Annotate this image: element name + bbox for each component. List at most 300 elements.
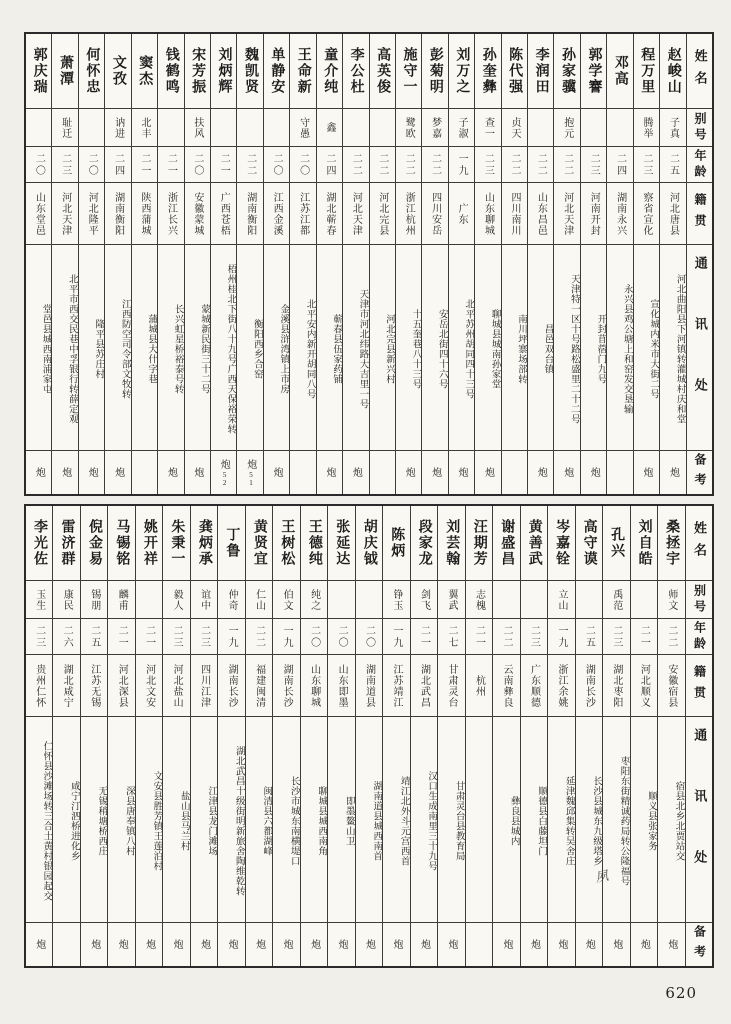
- person-note-cell: [108, 922, 134, 966]
- person-alias-cell: 禹范: [603, 580, 629, 618]
- person-address-cell: 宿县北乡北贾站交: [658, 716, 684, 922]
- note-text: 炮: [281, 938, 293, 950]
- row-label-alias: 别号: [687, 108, 712, 146]
- person-name-cell: 雷济群: [59, 519, 75, 567]
- person-column: [157, 34, 183, 494]
- person-column: [547, 506, 574, 966]
- person-column: [263, 34, 289, 494]
- row-label-origin: 籍贯: [687, 182, 712, 244]
- person-alias-cell: [493, 580, 519, 618]
- bottom-roster-table: [24, 504, 714, 968]
- person-alias-cell: [528, 108, 553, 146]
- person-age-cell: 二一: [132, 146, 157, 182]
- person-origin-cell: 湖南衡阳: [237, 182, 262, 244]
- person-column: [474, 34, 500, 494]
- person-note-cell: [576, 922, 602, 966]
- person-age-cell: 二三: [163, 618, 189, 654]
- person-alias-cell: 翼武: [438, 580, 464, 618]
- person-alias-cell: 伯文: [273, 580, 299, 618]
- person-name-cell: 程万里: [639, 47, 655, 95]
- person-column: [465, 506, 492, 966]
- person-note-cell: [317, 450, 342, 494]
- person-address-cell: 昌邑双台镇: [528, 244, 553, 450]
- person-column: [80, 506, 107, 966]
- person-alias-cell: 子淑: [449, 108, 474, 146]
- person-origin-cell: 湖南永兴: [607, 182, 632, 244]
- person-name-cell: 马锡铭: [114, 519, 130, 567]
- row-label-age: 年龄: [687, 146, 712, 182]
- person-age-cell: 二二: [658, 618, 684, 654]
- person-origin-cell: 安徽宿县: [658, 654, 684, 716]
- note-text: 炮: [535, 466, 547, 478]
- person-note-cell: [211, 450, 236, 494]
- person-column: [602, 506, 629, 966]
- person-alias-cell: 贞天: [502, 108, 527, 146]
- note-number: 52: [220, 470, 229, 487]
- person-origin-cell: 河北顺义: [631, 654, 657, 716]
- person-column: [520, 506, 547, 966]
- person-alias-cell: [328, 580, 354, 618]
- person-age-cell: 一九: [218, 618, 244, 654]
- person-name-cell: 文孜: [110, 55, 126, 87]
- person-note-cell: [52, 450, 77, 494]
- person-column: [289, 34, 315, 494]
- person-age-cell: 一九: [548, 618, 574, 654]
- note-text: 炮: [500, 938, 512, 950]
- person-name-cell: 朱秉一: [169, 519, 185, 567]
- person-name-cell: 刘炳辉: [216, 47, 232, 95]
- person-alias-cell: [26, 108, 51, 146]
- person-column: [104, 34, 130, 494]
- handwritten-mark: 夙: [593, 867, 610, 886]
- person-age-cell: 二五: [81, 618, 107, 654]
- person-column: [437, 506, 464, 966]
- person-note-cell: [26, 922, 52, 966]
- person-age-cell: 二二: [528, 146, 553, 182]
- person-age-cell: 二一: [466, 618, 492, 654]
- person-name-cell: 刘自皓: [636, 519, 652, 567]
- person-origin-cell: 湖南衡阳: [105, 182, 130, 244]
- person-alias-cell: 铮玉: [383, 580, 409, 618]
- person-origin-cell: 江苏无锡: [81, 654, 107, 716]
- person-alias-cell: [264, 108, 289, 146]
- person-origin-cell: 湖南长沙: [273, 654, 299, 716]
- note-text: 炮: [350, 466, 362, 478]
- person-alias-cell: [158, 108, 183, 146]
- person-origin-cell: 山东聊城: [301, 654, 327, 716]
- person-alias-cell: 耻迁: [52, 108, 77, 146]
- person-address-cell: 延津魏邱集转吴舍庄: [548, 716, 574, 922]
- note-text: 炮: [323, 466, 335, 478]
- person-address-cell: 蕲春县伍家药铺: [317, 244, 342, 450]
- row-label-name: 姓名: [686, 506, 712, 580]
- person-name-cell: 王树松: [279, 519, 295, 567]
- person-address-cell: 仁怀县沙滩场转三合土黄村银园起交: [26, 716, 52, 922]
- person-note-cell: [246, 922, 272, 966]
- person-note-cell: [237, 450, 262, 494]
- person-age-cell: 二三: [634, 146, 659, 182]
- person-address-cell: 深县唐奉镇八村: [108, 716, 134, 922]
- person-alias-cell: 北丰: [132, 108, 157, 146]
- person-origin-cell: 江西金溪: [264, 182, 289, 244]
- person-origin-cell: 湖北蕲春: [317, 182, 342, 244]
- note-text: 炮: [271, 466, 283, 478]
- person-alias-cell: [631, 580, 657, 618]
- person-name-cell: 倪金易: [86, 519, 102, 567]
- person-address-cell: 永兴县鸡公塘上和窑发交垦输: [607, 244, 632, 450]
- person-address-cell: 文安县胜芳镇王莲泊村: [136, 716, 162, 922]
- person-column: [580, 34, 606, 494]
- note-text: 炮: [33, 938, 45, 950]
- person-note-cell: [328, 922, 354, 966]
- person-address-cell: 咸宁汀泗桥进化乡: [53, 716, 79, 922]
- person-origin-cell: 贵州仁怀: [26, 654, 52, 716]
- note-text: 炮: [528, 938, 540, 950]
- person-column: [410, 506, 437, 966]
- note-text: 炮: [33, 466, 45, 478]
- person-name-cell: 萧潭: [58, 55, 73, 87]
- row-labels-column: [686, 34, 712, 494]
- person-address-cell: 天津市河北纬路大吉里一号: [343, 244, 368, 450]
- person-note-cell: [356, 922, 382, 966]
- note-text: 炮: [59, 466, 71, 478]
- person-name-cell: 张延达: [334, 519, 350, 567]
- person-note-cell: [185, 450, 210, 494]
- note-text: 炮: [446, 938, 457, 950]
- person-address-cell: 即墨鳌山卫: [328, 716, 354, 922]
- person-address-cell: 梧州桂北下街八十九号广西天保裕荣转: [211, 244, 236, 450]
- person-origin-cell: 湖南长沙: [218, 654, 244, 716]
- row-label-age: 年龄: [686, 618, 712, 654]
- row-label-note: 备考: [686, 922, 712, 966]
- person-address-cell: [466, 716, 492, 922]
- note-text: 炮: [482, 466, 494, 478]
- note-text: 炮: [88, 938, 100, 950]
- person-origin-cell: 陕西蒲城: [132, 182, 157, 244]
- person-name-cell: 王德纯: [306, 519, 322, 567]
- person-column: [659, 34, 685, 494]
- person-address-cell: 顺义县张家务: [631, 716, 657, 922]
- person-column: [575, 506, 602, 966]
- person-alias-cell: 锡朋: [81, 580, 107, 618]
- person-name-cell: 彭菊明: [427, 47, 443, 95]
- person-name-cell: 孙家骥: [560, 47, 576, 95]
- note-text: 炮: [638, 938, 650, 950]
- person-note-cell: [521, 922, 547, 966]
- person-age-cell: 二〇: [290, 146, 315, 182]
- person-age-cell: 二二: [493, 618, 519, 654]
- person-column: [107, 506, 134, 966]
- person-address-cell: 湖南道县城西南首: [356, 716, 382, 922]
- person-name-cell: 桑拯宇: [664, 519, 680, 567]
- note-text: 炮: [588, 466, 600, 478]
- person-alias-cell: 谊中: [191, 580, 217, 618]
- person-alias-cell: 抱元: [554, 108, 579, 146]
- person-alias-cell: [607, 108, 632, 146]
- person-column: [421, 34, 447, 494]
- person-origin-cell: 浙江长兴: [158, 182, 183, 244]
- person-origin-cell: 河北唐县: [660, 182, 685, 244]
- person-origin-cell: 安徽蒙城: [185, 182, 210, 244]
- person-column: [369, 34, 395, 494]
- person-name-cell: 汪期芳: [471, 519, 487, 567]
- person-name-cell: 郭学謇: [586, 47, 602, 95]
- person-age-cell: 二二: [502, 146, 527, 182]
- person-name-cell: 赵峻山: [665, 47, 681, 95]
- person-alias-cell: 鑫: [317, 108, 342, 146]
- person-note-cell: [396, 450, 421, 494]
- person-age-cell: 二一: [411, 618, 437, 654]
- person-column: [217, 506, 244, 966]
- person-age-cell: 二七: [438, 618, 464, 654]
- person-note-cell: [548, 922, 574, 966]
- person-column: [245, 506, 272, 966]
- person-column: [184, 34, 210, 494]
- person-origin-cell: 广东: [449, 182, 474, 244]
- person-column: [395, 34, 421, 494]
- person-address-cell: 北平市西交民巷中孚银行转薛定观: [52, 244, 77, 450]
- person-note-cell: [631, 922, 657, 966]
- row-labels-column: [685, 506, 712, 966]
- directory-page: [24, 32, 714, 968]
- person-note-cell: [528, 450, 553, 494]
- person-origin-cell: 山东即墨: [328, 654, 354, 716]
- note-text: 炮: [336, 938, 348, 950]
- person-column: [131, 34, 157, 494]
- person-alias-cell: 剑飞: [411, 580, 437, 618]
- person-name-cell: 钱鹤鸣: [163, 47, 179, 95]
- person-origin-cell: 湖南道县: [356, 654, 382, 716]
- person-age-cell: 二三: [603, 618, 629, 654]
- person-column: [501, 34, 527, 494]
- person-name-cell: 孔兴: [609, 527, 625, 559]
- person-age-cell: 二二: [554, 146, 579, 182]
- person-alias-cell: [576, 580, 602, 618]
- person-note-cell: [191, 922, 217, 966]
- person-column: [190, 506, 217, 966]
- person-age-cell: 二五: [660, 146, 685, 182]
- person-column: [630, 506, 657, 966]
- person-note-cell: [301, 922, 327, 966]
- person-column: [355, 506, 382, 966]
- person-origin-cell: 广东顺德: [521, 654, 547, 716]
- person-note-cell: [493, 922, 519, 966]
- row-label-name: 姓名: [687, 34, 712, 108]
- note-text: 炮: [112, 466, 124, 478]
- person-alias-cell: [581, 108, 606, 146]
- row-label-origin: 籍贯: [686, 654, 712, 716]
- person-age-cell: 二四: [607, 146, 632, 182]
- person-column: [26, 506, 52, 966]
- note-text: 炮: [218, 458, 230, 470]
- note-text: 炮: [418, 938, 430, 950]
- person-name-cell: 高守谟: [581, 519, 597, 567]
- person-address-cell: 堂邑县城西南浦家屯: [26, 244, 51, 450]
- person-column: [606, 34, 632, 494]
- person-age-cell: 一九: [383, 618, 409, 654]
- person-age-cell: 二一: [158, 146, 183, 182]
- person-age-cell: 二〇: [185, 146, 210, 182]
- person-address-cell: 蒲城县大什字巷: [132, 244, 157, 450]
- person-address-cell: 隆平县苏庄村: [79, 244, 104, 450]
- person-origin-cell: 福建闽清: [246, 654, 272, 716]
- person-note-cell: [158, 450, 183, 494]
- person-age-cell: 二三: [26, 618, 52, 654]
- person-origin-cell: 察省宣化: [634, 182, 659, 244]
- person-name-cell: 单静安: [269, 47, 285, 95]
- person-origin-cell: 浙江余姚: [548, 654, 574, 716]
- person-age-cell: 二二: [396, 146, 421, 182]
- person-address-cell: 聊城县城南孙家堂: [475, 244, 500, 450]
- row-label-alias: 别号: [686, 580, 712, 618]
- person-origin-cell: 湖北武昌: [411, 654, 437, 716]
- person-note-cell: [581, 450, 606, 494]
- note-text: 炮: [665, 938, 677, 950]
- person-age-cell: 二二: [343, 146, 368, 182]
- person-alias-cell: 查一: [475, 108, 500, 146]
- person-address-cell: 顺德县白藤坦门: [521, 716, 547, 922]
- person-alias-cell: 麟甫: [108, 580, 134, 618]
- person-column: [316, 34, 342, 494]
- person-name-cell: 邓高: [612, 55, 628, 87]
- note-text: 炮: [226, 938, 238, 950]
- note-text: 炮: [456, 466, 468, 478]
- person-origin-cell: 河北文安: [136, 654, 162, 716]
- person-column: [327, 506, 354, 966]
- person-origin-cell: 湖北枣阳: [603, 654, 629, 716]
- person-name-cell: 童介纯: [322, 47, 338, 95]
- note-text: 炮: [610, 938, 622, 950]
- person-address-cell: 长沙市城东南横堤口: [273, 716, 299, 922]
- person-alias-cell: 立山: [548, 580, 574, 618]
- person-alias-cell: [79, 108, 104, 146]
- person-address-cell: 蒙城新民街三十二号: [185, 244, 210, 450]
- person-age-cell: 二三: [581, 146, 606, 182]
- person-alias-cell: 讷进: [105, 108, 130, 146]
- person-origin-cell: 江苏江都: [290, 182, 315, 244]
- person-note-cell: [660, 450, 685, 494]
- person-age-cell: 二〇: [356, 618, 382, 654]
- person-note-cell: [603, 922, 629, 966]
- person-column: [78, 34, 104, 494]
- person-origin-cell: 河北隆平: [79, 182, 104, 244]
- person-origin-cell: 河北天津: [554, 182, 579, 244]
- person-origin-cell: 浙江杭州: [396, 182, 421, 244]
- person-address-cell: 枣阳东街精诚药局转公隆福号: [603, 716, 629, 922]
- person-column: [51, 34, 77, 494]
- person-alias-cell: 康民: [53, 580, 79, 618]
- person-address-cell: 甘肃灵台县教育局: [438, 716, 464, 922]
- person-age-cell: 二三: [52, 146, 77, 182]
- person-name-cell: 窦杰: [137, 55, 153, 87]
- person-note-cell: [81, 922, 107, 966]
- person-age-cell: 二三: [475, 146, 500, 182]
- person-age-cell: 二二: [237, 146, 262, 182]
- person-address-cell: 彝良县城内: [493, 716, 519, 922]
- person-origin-cell: 四川南川: [502, 182, 527, 244]
- person-name-cell: 岑嘉铨: [554, 519, 570, 567]
- person-address-cell: 十五奎巷八十三号: [396, 244, 421, 450]
- note-text: 炮: [308, 938, 320, 950]
- person-note-cell: [26, 450, 51, 494]
- person-column: [657, 506, 684, 966]
- person-alias-cell: 毅人: [163, 580, 189, 618]
- person-name-cell: 谢盛昌: [499, 519, 515, 567]
- person-alias-cell: 子真: [660, 108, 685, 146]
- note-text: 炮: [363, 938, 375, 950]
- person-column: [272, 506, 299, 966]
- person-note-cell: [136, 922, 162, 966]
- note-text: 炮: [244, 458, 256, 470]
- person-address-cell: 开封苜蓿门九号: [581, 244, 606, 450]
- person-name-cell: 何怀忠: [84, 47, 100, 95]
- person-age-cell: 二〇: [264, 146, 289, 182]
- person-age-cell: 二二: [246, 618, 272, 654]
- person-note-cell: [290, 450, 315, 494]
- person-name-cell: 姚开祥: [141, 519, 157, 567]
- person-alias-cell: [237, 108, 262, 146]
- person-alias-cell: 仁山: [246, 580, 272, 618]
- person-origin-cell: 山东昌邑: [528, 182, 553, 244]
- person-age-cell: 二一: [136, 618, 162, 654]
- note-text: 炮: [143, 938, 155, 950]
- person-note-cell: [273, 922, 299, 966]
- person-origin-cell: 河南开封: [581, 182, 606, 244]
- person-alias-cell: [211, 108, 236, 146]
- person-name-cell: 陈炳: [389, 527, 405, 559]
- person-origin-cell: 河北盐山: [163, 654, 189, 716]
- person-column: [26, 34, 51, 494]
- person-origin-cell: 山东聊城: [475, 182, 500, 244]
- person-name-cell: 李光佐: [31, 519, 47, 567]
- person-origin-cell: 河北深县: [108, 654, 134, 716]
- person-alias-cell: 师文: [658, 580, 684, 618]
- person-column: [210, 34, 236, 494]
- person-column: [236, 34, 262, 494]
- person-note-cell: [502, 450, 527, 494]
- person-origin-cell: 河北天津: [52, 182, 77, 244]
- person-note-cell: [438, 922, 464, 966]
- person-name-cell: 陈代强: [507, 47, 523, 95]
- person-address-cell: 安岳北街四十六号: [422, 244, 447, 450]
- person-column: [527, 34, 553, 494]
- note-text: 炮: [641, 466, 653, 478]
- person-name-cell: 王命新: [295, 47, 311, 95]
- person-origin-cell: 山东堂邑: [26, 182, 51, 244]
- person-age-cell: 二一: [631, 618, 657, 654]
- person-address-cell: 南川坪寨场部转: [502, 244, 527, 450]
- person-address-cell: 盐山县马兰村: [163, 716, 189, 922]
- person-name-cell: 刘万之: [454, 47, 470, 95]
- person-age-cell: 一九: [449, 146, 474, 182]
- person-origin-cell: 云南彝良: [493, 654, 519, 716]
- person-note-cell: [658, 922, 684, 966]
- person-origin-cell: 四川安岳: [422, 182, 447, 244]
- person-address-cell: 金溪县浒湾镇上市房: [264, 244, 289, 450]
- person-note-cell: [218, 922, 244, 966]
- person-alias-cell: 志槐: [466, 580, 492, 618]
- person-origin-cell: 湖北咸宁: [53, 654, 79, 716]
- note-text: 炮: [165, 466, 177, 478]
- person-age-cell: 二三: [191, 618, 217, 654]
- person-name-cell: 段家龙: [416, 519, 432, 567]
- person-address-cell: 闽清县六都湖峰: [246, 716, 272, 922]
- person-origin-cell: 河北完县: [370, 182, 395, 244]
- person-note-cell: [411, 922, 437, 966]
- person-name-cell: 魏凯贤: [242, 47, 258, 95]
- person-origin-cell: 广西苍梧: [211, 182, 236, 244]
- person-name-cell: 黄贤宜: [251, 519, 267, 567]
